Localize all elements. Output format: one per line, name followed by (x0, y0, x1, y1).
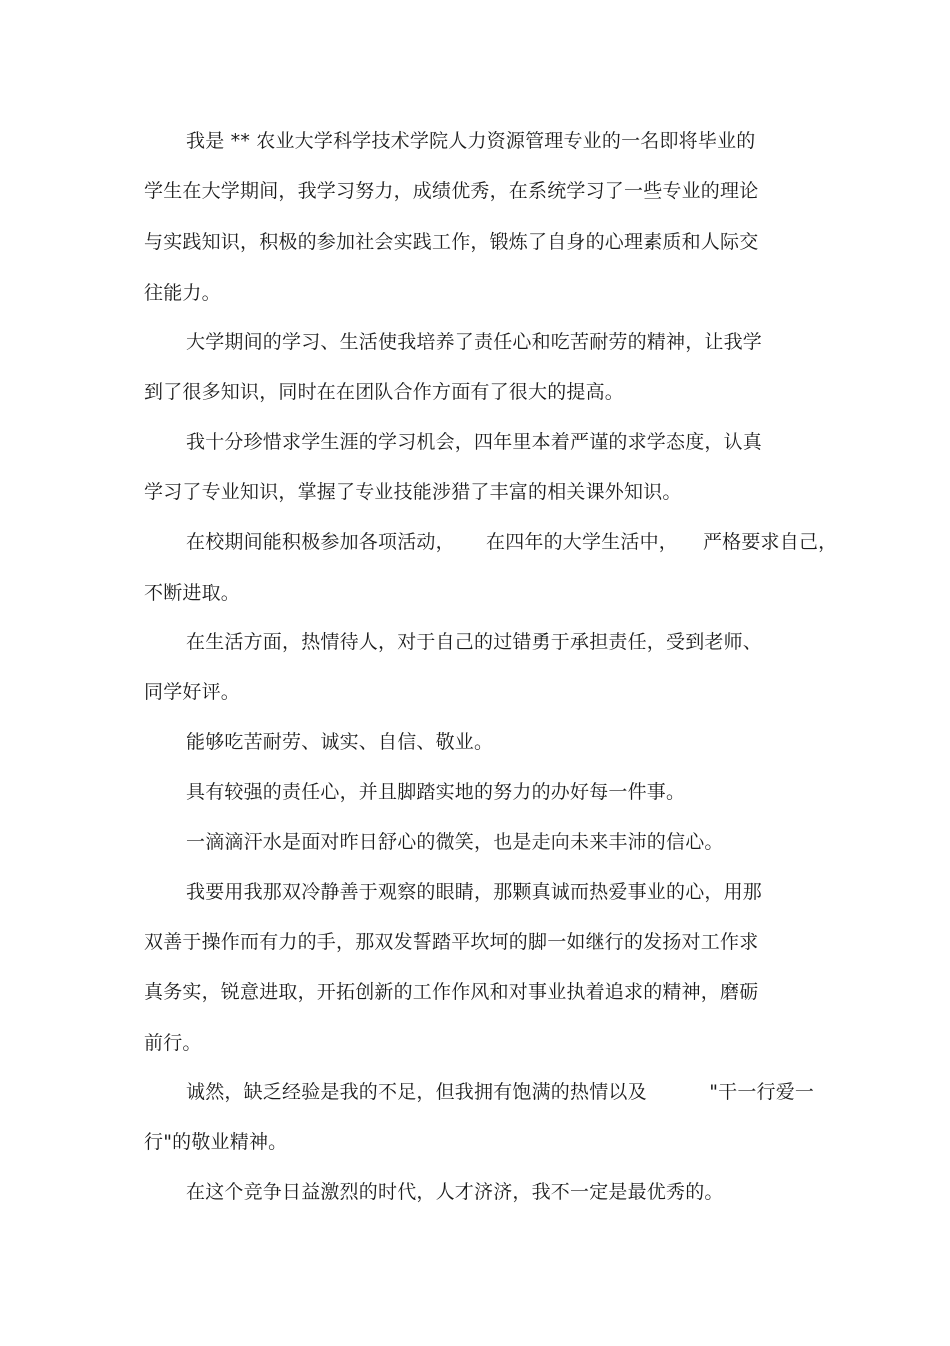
paragraph-1-line-1: 我是 ** 农业大学科学技术学院人力资源管理专业的一名即将毕业的 (186, 130, 756, 152)
paragraph-5-line-1: 在生活方面，热情待人，对于自己的过错勇于承担责任，受到老师、 (186, 631, 763, 653)
paragraph-5-line-2: 同学好评。 (144, 681, 241, 703)
paragraph-2-line-2: 到了很多知识，同时在在团队合作方面有了很大的提高。 (144, 381, 625, 403)
paragraph-9-line-1: 我要用我那双冷静善于观察的眼睛，那颗真诚而热爱事业的心，用那 (186, 881, 763, 903)
paragraph-8-line-1: 一滴滴汗水是面对昨日舒心的微笑，也是走向未来丰沛的信心。 (186, 831, 724, 853)
paragraph-9-line-3: 真务实，锐意进取，开拓创新的工作作风和对事业执着追求的精神，磨砺 (144, 981, 759, 1003)
paragraph-10-line-2: 行"的敬业精神。 (144, 1131, 288, 1153)
paragraph-4-line-2: 不断进取。 (144, 582, 241, 604)
paragraph-1-line-4: 往能力。 (144, 282, 221, 304)
paragraph-1-line-2: 学生在大学期间，我学习努力，成绩优秀，在系统学习了一些专业的理论 (144, 180, 759, 202)
paragraph-6-line-1: 能够吃苦耐劳、诚实、自信、敬业。 (186, 731, 494, 753)
paragraph-3-line-1: 我十分珍惜求学生涯的学习机会，四年里本着严谨的求学态度，认真 (186, 431, 763, 453)
paragraph-2-line-1: 大学期间的学习、生活使我培养了责任心和吃苦耐劳的精神，让我学 (186, 331, 763, 353)
paragraph-1-line-3: 与实践知识，积极的参加社会实践工作，锻炼了自身的心理素质和人际交 (144, 231, 759, 253)
paragraph-10-line-1: 诚然，缺乏经验是我的不足，但我拥有饱满的热情以及 "干一行爱一 (186, 1081, 815, 1103)
paragraph-4-line-1: 在校期间能积极参加各项活动， 在四年的大学生活中， 严格要求自己， (186, 531, 838, 553)
paragraph-7-line-1: 具有较强的责任心，并且脚踏实地的努力的办好每一件事。 (186, 781, 686, 803)
paragraph-9-line-2: 双善于操作而有力的手，那双发誓踏平坎坷的脚一如继行的发扬对工作求 (144, 931, 759, 953)
paragraph-9-line-4: 前行。 (144, 1032, 202, 1054)
paragraph-11-line-1: 在这个竞争日益激烈的时代，人才济济，我不一定是最优秀的。 (186, 1181, 724, 1203)
paragraph-3-line-2: 学习了专业知识，掌握了专业技能涉猎了丰富的相关课外知识。 (144, 481, 682, 503)
